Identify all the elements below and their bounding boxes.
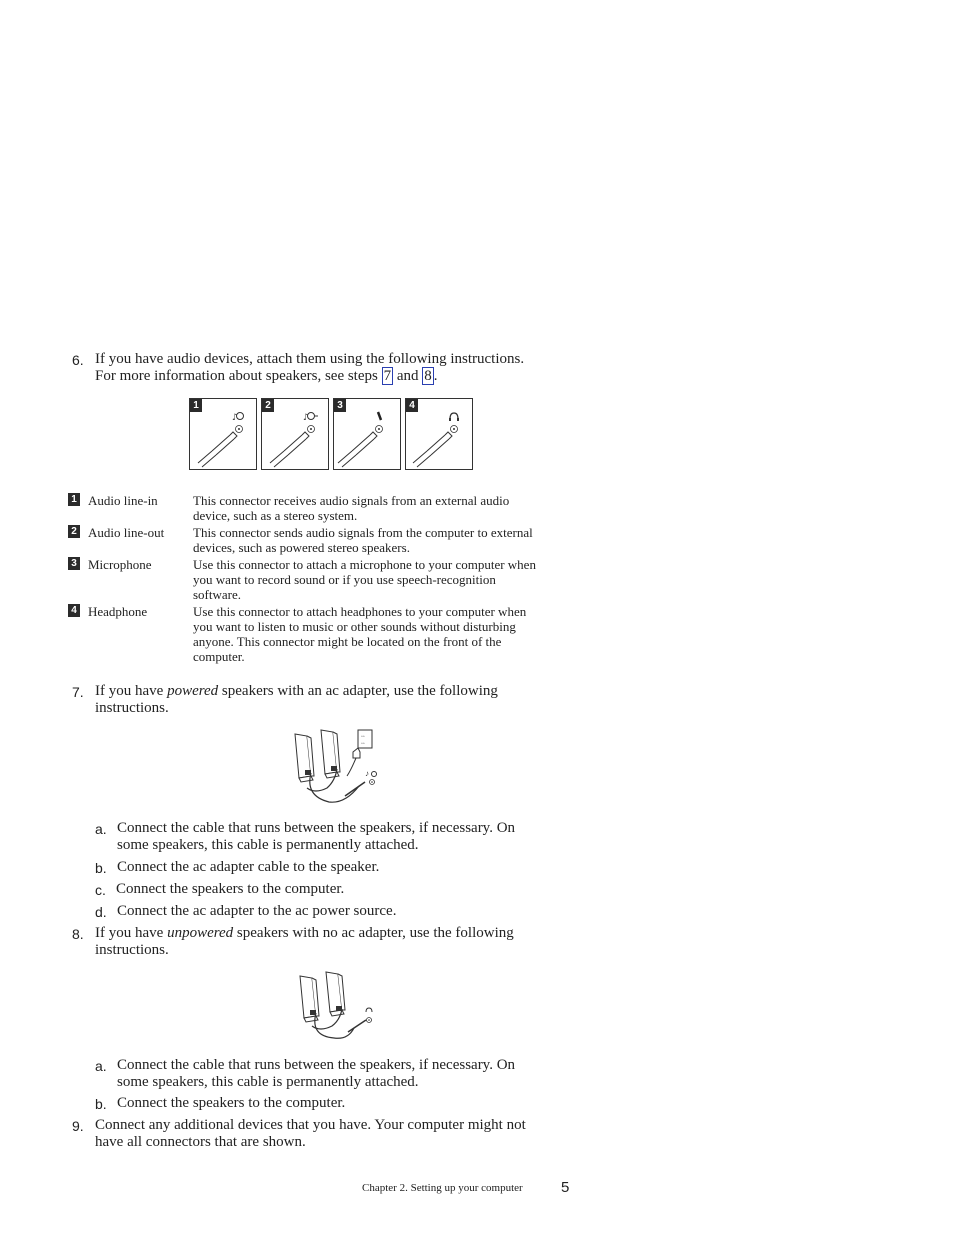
connector-name: Audio line-out (88, 525, 165, 540)
page-number: 5 (561, 1179, 570, 1196)
connector-description: Use this connector to attach headphones to your computer when you want to listen to music or other sounds without disturbing anyone. This connector might be located on the front of the computer. (193, 604, 527, 664)
svg-text:♪: ♪ (303, 413, 309, 423)
callout-2: 2 (262, 399, 274, 412)
step-8a-letter: a. (95, 1058, 107, 1074)
step-9-number: 9. (72, 1118, 84, 1134)
svg-text:▫▫: ▫▫ (361, 735, 365, 740)
callout-3: 3 (68, 557, 80, 570)
link-step-7[interactable]: 7 (383, 368, 392, 384)
connector-description: Use this connector to attach a microphone to your computer when you want to record sound or if you use speech-recognition software. (193, 557, 536, 602)
step-7a-letter: a. (95, 821, 107, 837)
link-step-8[interactable]: 8 (424, 368, 432, 384)
connector-description: This connector sends audio signals from the computer to external devices, such as powered stereo speakers. (193, 525, 533, 555)
step-6-line-1: If you have audio devices, attach them using the following instructions. (95, 351, 525, 367)
callout-3: 3 (334, 399, 346, 412)
connector-name: Microphone (88, 557, 152, 572)
connector-panel-1 (189, 398, 257, 470)
microphone-icon (334, 399, 400, 469)
step-7-number: 7. (72, 684, 84, 700)
connector-panel-2 (261, 398, 329, 470)
callout-4: 4 (68, 604, 80, 617)
step-8-number: 8. (72, 926, 84, 942)
step-9-text: Connect any additional devices that you have. Your computer might not have all connectors that are shown. (95, 1117, 526, 1150)
connector-description: This connector receives audio signals from an external audio device, such as a stereo system. (193, 493, 510, 523)
svg-text:♪: ♪ (365, 769, 369, 778)
step-7b-letter: b. (95, 860, 107, 876)
step-7d-letter: d. (95, 904, 107, 920)
step-6-number: 6. (72, 352, 84, 368)
step-6-line-2: For more information about speakers, see steps 7 and 8 . (95, 368, 438, 384)
line-out-icon (262, 399, 328, 469)
line-in-icon (190, 399, 256, 469)
connector-name: Audio line-in (88, 493, 158, 508)
step-7c-letter: c. (95, 882, 106, 898)
callout-1: 1 (68, 493, 80, 506)
step-8a-text: Connect the cable that runs between the speakers, if necessary. On some speakers, this cable is permanently attached. (117, 1057, 516, 1090)
svg-text:♪: ♪ (232, 413, 238, 423)
step-7c-text: Connect the speakers to the computer. (116, 881, 345, 897)
step-7a-text: Connect the cable that runs between the speakers, if necessary. On some speakers, this cable is permanently attached. (117, 820, 516, 853)
connector-panel-3 (333, 398, 401, 470)
footer-chapter: Chapter 2. Setting up your computer (362, 1182, 523, 1194)
connector-name: Headphone (88, 604, 148, 619)
step-7d-text: Connect the ac adapter to the ac power source. (117, 903, 397, 919)
step-8-text: If you have unpowered speakers with no ac adapter, use the following instructions. (95, 925, 514, 958)
step-8b-letter: b. (95, 1096, 107, 1112)
callout-4: 4 (406, 399, 418, 412)
connector-panel-4 (405, 398, 473, 470)
step-6-text (95, 351, 575, 385)
callout-2: 2 (68, 525, 80, 538)
headphone-icon (406, 399, 472, 469)
powered-speakers-illustration (285, 726, 385, 810)
unpowered-speakers-illustration (292, 968, 378, 1046)
step-8b-text: Connect the speakers to the computer. (117, 1095, 346, 1111)
step-7-text: If you have powered speakers with an ac adapter, use the following instructions. (95, 683, 498, 716)
step-7b-text: Connect the ac adapter cable to the speaker. (117, 859, 380, 875)
svg-text:▫▫: ▫▫ (361, 742, 365, 747)
callout-1: 1 (190, 399, 202, 412)
